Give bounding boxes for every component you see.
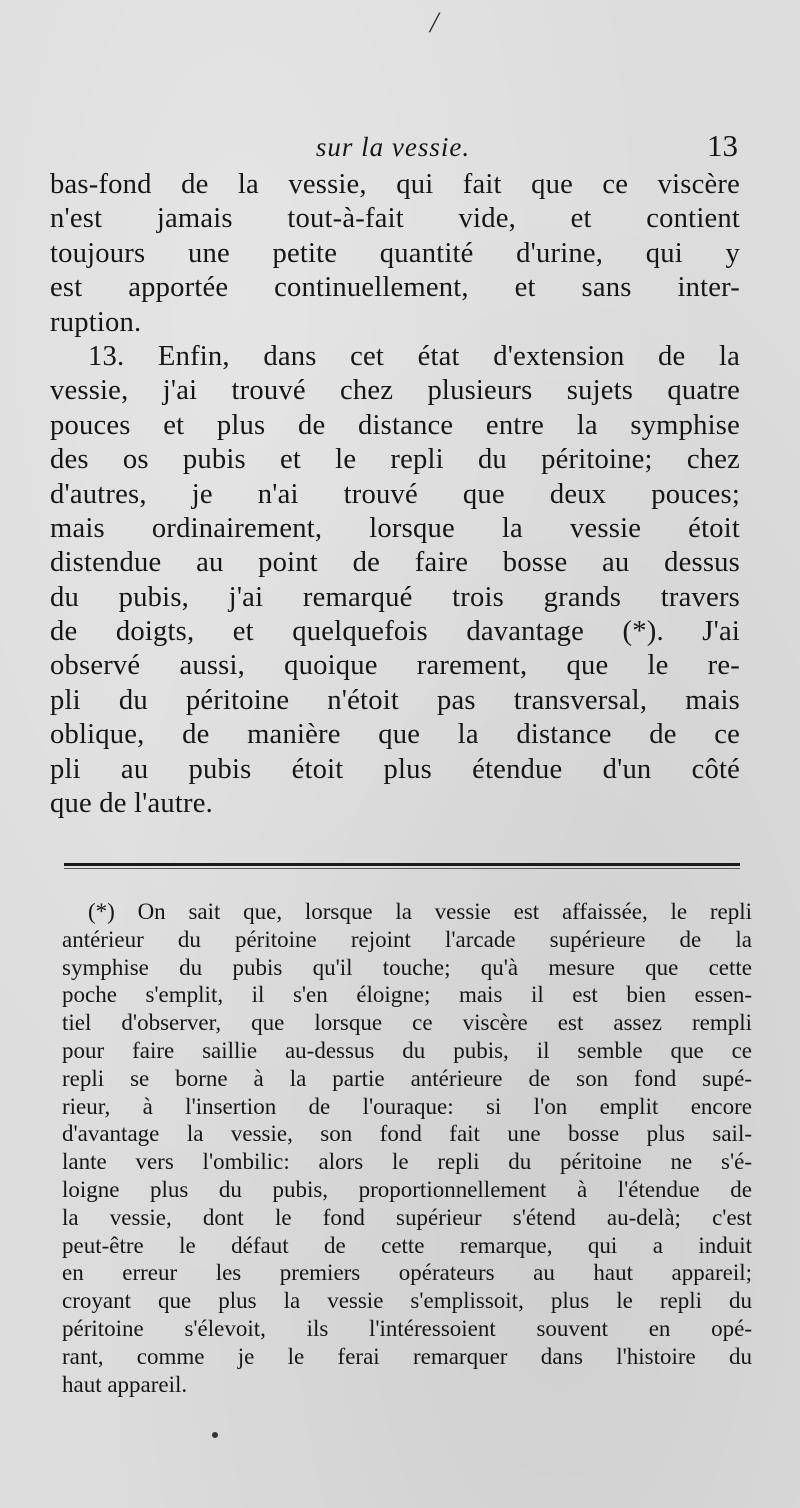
footnote-line: loigne plus du pubis, proportionnellement à l'étendue de bbox=[62, 1176, 752, 1202]
body-line: bas-fond de la vessie, qui fait que ce viscère bbox=[50, 169, 740, 200]
stray-ink-mark: / bbox=[430, 6, 439, 39]
body-line: observé aussi, quoique rarement, que le re- bbox=[50, 650, 740, 682]
body-line: vessie, j'ai trouvé chez plusieurs sujets quatre bbox=[50, 375, 740, 407]
body-line: mais ordinairement, lorsque la vessie étoit bbox=[50, 512, 740, 544]
body-line-paragraph-start: 13. Enfin, dans cet état d'extension de la bbox=[88, 340, 740, 372]
footnote-line: tiel d'observer, que lorsque ce viscère est assez rempli bbox=[62, 1010, 752, 1036]
footnote-line: repli se borne à la partie antérieure de son fond supé- bbox=[62, 1065, 752, 1091]
body-line: est apportée continuellement, et sans inter- bbox=[50, 272, 740, 304]
body-line: que de l'autre. bbox=[50, 788, 213, 820]
footnote-separator-rule-thin bbox=[64, 868, 740, 869]
body-line: toujours une petite quantité d'urine, qui y bbox=[50, 237, 740, 269]
footnote-line: d'avantage la vessie, son fond fait une bosse plus sail- bbox=[62, 1121, 752, 1147]
running-title: sur la vessie. bbox=[315, 132, 471, 162]
footnote-line: symphise du pubis qu'il touche; qu'à mesure que cette bbox=[62, 954, 752, 980]
body-line: oblique, de manière que la distance de ce bbox=[50, 719, 740, 751]
footnote-line: rant, comme je le ferai remarquer dans l'histoire du bbox=[62, 1343, 752, 1369]
footnote-line: rieur, à l'insertion de l'ouraque: si l'on emplit encore bbox=[62, 1093, 752, 1119]
footnote-line: croyant que plus la vessie s'emplissoit, plus le repli du bbox=[62, 1288, 752, 1314]
footnote-line: lante vers l'ombilic: alors le repli du péritoine ne s'é- bbox=[62, 1149, 752, 1175]
footnote bbox=[62, 898, 752, 1398]
footnote-line: peut-être le défaut de cette remarque, qui a induit bbox=[62, 1232, 752, 1258]
body-line: ruption. bbox=[50, 306, 142, 338]
footnote-line: poche s'emplit, il s'en éloigne; mais il est bien essen- bbox=[62, 982, 752, 1008]
body-line: distendue au point de faire bosse au dessus bbox=[50, 547, 740, 579]
footnote-line: (*) On sait que, lorsque la vessie est affaissée, le repli bbox=[88, 899, 752, 924]
body-line: d'autres, je n'ai trouvé que deux pouces; bbox=[50, 478, 740, 510]
footnote-line: la vessie, dont le fond supérieur s'étend au-delà; c'est bbox=[62, 1204, 752, 1230]
body-line: des os pubis et le repli du péritoine; chez bbox=[50, 444, 740, 476]
body-line: n'est jamais tout-à-fait vide, et contient bbox=[50, 203, 740, 235]
footnote-line: en erreur les premiers opérateurs au haut appareil; bbox=[62, 1260, 752, 1286]
body-line: du pubis, j'ai remarqué trois grands travers bbox=[50, 581, 740, 613]
footnote-line: antérieur du péritoine rejoint l'arcade supérieure de la bbox=[62, 926, 752, 952]
body-line: pli du péritoine n'étoit pas transversal, mais bbox=[50, 684, 740, 716]
ink-speck bbox=[212, 1432, 218, 1438]
footnote-separator-rule bbox=[64, 863, 740, 866]
page-number: 13 bbox=[707, 128, 738, 163]
body-text bbox=[50, 168, 740, 821]
running-head bbox=[48, 128, 738, 168]
body-line: pli au pubis étoit plus étendue d'un côté bbox=[50, 753, 740, 785]
footnote-line: pour faire saillie au-dessus du pubis, il semble que ce bbox=[62, 1037, 752, 1063]
footnote-line: péritoine s'élevoit, ils l'intéressoient souvent en opé- bbox=[62, 1315, 752, 1341]
body-line: de doigts, et quelquefois davantage (*). J'ai bbox=[50, 616, 740, 648]
footnote-line: haut appareil. bbox=[62, 1371, 188, 1397]
body-line: pouces et plus de distance entre la symphise bbox=[50, 409, 740, 441]
